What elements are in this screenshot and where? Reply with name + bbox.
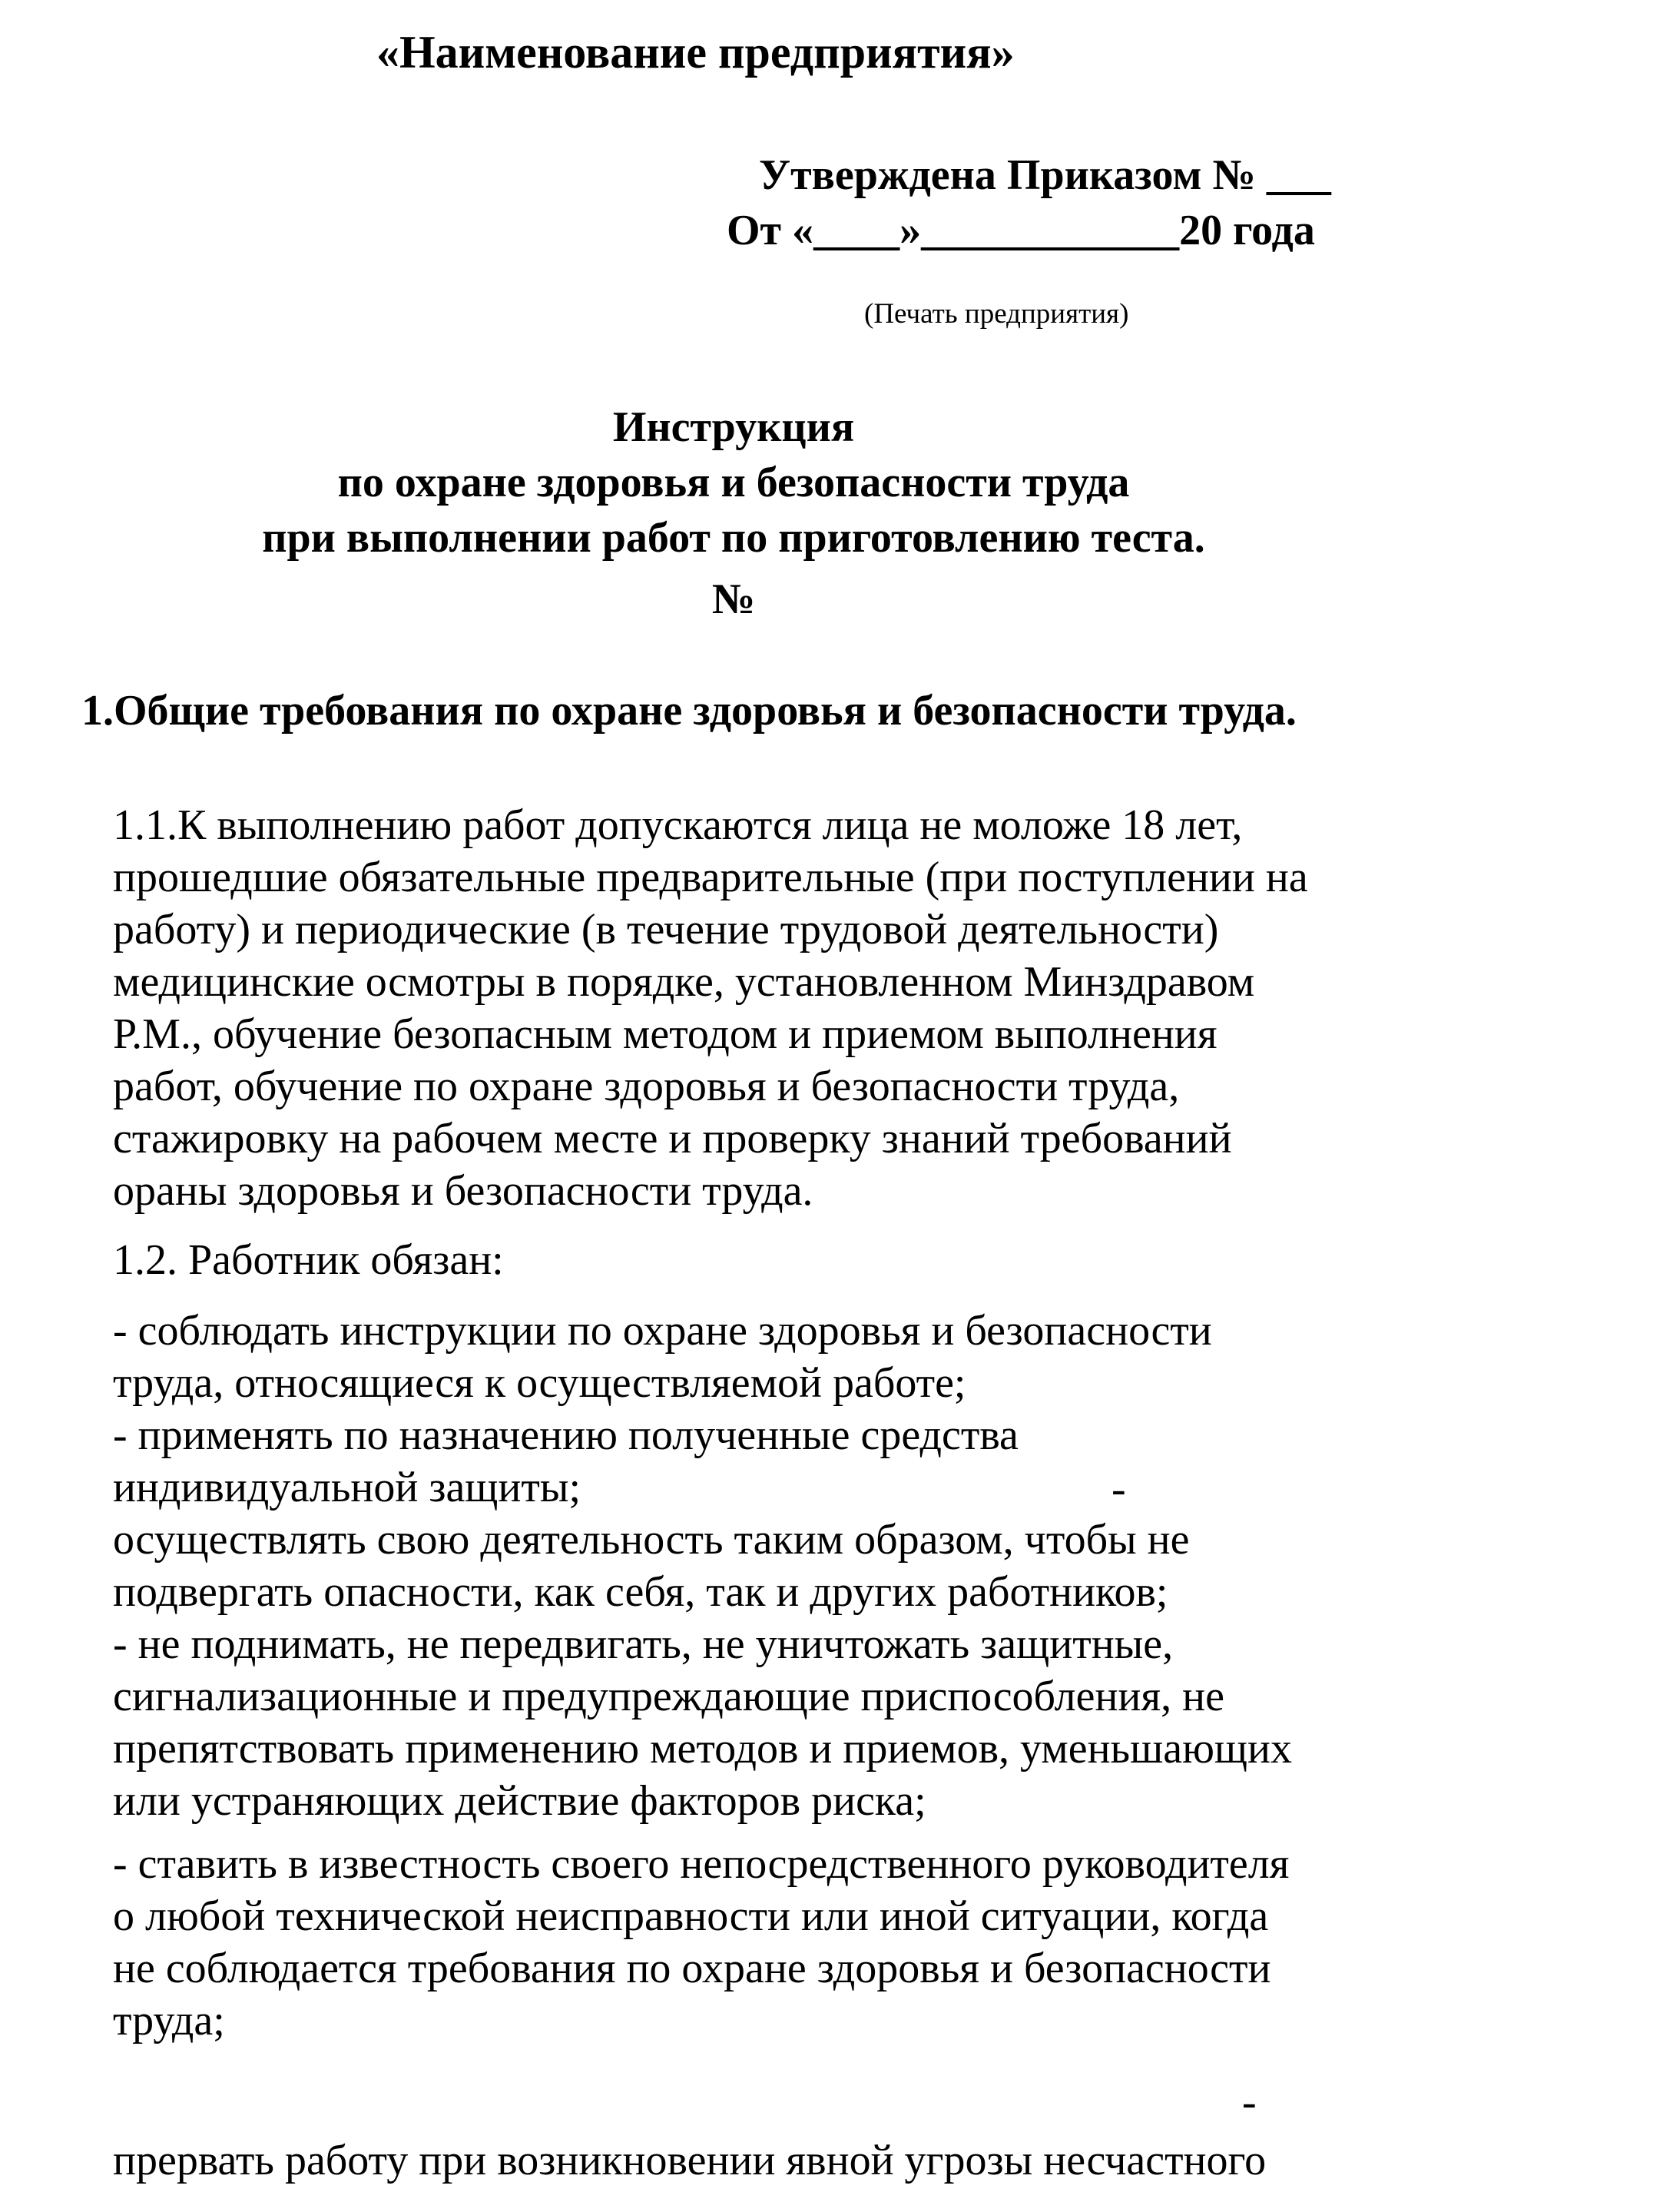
company-name: «Наименование предприятия»: [376, 27, 1015, 78]
duty-line: сигнализационные и предупреждающие приспособления, не: [113, 1673, 1224, 1720]
duty-line: труда, относящиеся к осуществляемой работе;: [113, 1359, 966, 1407]
paragraph-line: Р.М., обучение безопасным методом и приемом выполнения: [113, 1010, 1217, 1058]
duty-line: труда;: [113, 1997, 225, 2045]
duties-list-1: [113, 1305, 1292, 1827]
duty-line: - применять по назначению полученные средства: [113, 1411, 1019, 1459]
duty-line: осуществлять свою деятельность таким образом, чтобы не: [113, 1516, 1190, 1564]
paragraph-line: прошедшие обязательные предварительные (при поступлении на: [113, 854, 1308, 901]
document-number: №: [711, 575, 756, 623]
document-subtitle-line-1: по охране здоровья и безопасности труда: [337, 459, 1130, 506]
duty-line: подвергать опасности, как себя, так и других работников;: [113, 1568, 1168, 1616]
paragraph-line: ораны здоровья и безопасности труда.: [113, 1167, 813, 1215]
paragraph-line: медицинские осмотры в порядке, установленном Минздравом: [113, 958, 1255, 1006]
stray-dash: -: [1242, 2078, 1257, 2126]
approval-date-line: От «____»____________20 года: [727, 207, 1315, 254]
duty-line-interrupted: прервать работу при возникновении явной угрозы несчастного: [113, 2137, 1267, 2184]
duty-line: - не поднимать, не передвигать, не уничтожать защитные,: [113, 1620, 1174, 1668]
stray-dash: -: [1111, 1465, 1126, 1513]
duty-line: - соблюдать инструкции по охране здоровья и безопасности: [113, 1307, 1212, 1355]
duty-line: о любой технической неисправности или иной ситуации, когда: [113, 1892, 1269, 1940]
duty-line: не соблюдается требования по охране здоровья и безопасности: [113, 1945, 1271, 1992]
document-subtitle-line-2: при выполнении работ по приготовлению теста.: [262, 514, 1205, 562]
duty-line: или устраняющих действие факторов риска;: [113, 1777, 926, 1825]
paragraph-line: работ, обучение по охране здоровья и безопасности труда,: [113, 1063, 1180, 1110]
duty-line: индивидуальной защиты;: [113, 1464, 581, 1511]
paragraph-line: работу) и периодические (в течение трудовой деятельности): [113, 906, 1219, 953]
paragraph-1-1: [113, 799, 1308, 1217]
paragraph-line: стажировку на рабочем месте и проверку знаний требований: [113, 1115, 1232, 1162]
approval-line: Утверждена Приказом № ___: [759, 151, 1331, 199]
seal-note: (Печать предприятия): [864, 298, 1129, 330]
section-1-heading: 1.Общие требования по охране здоровья и безопасности труда.: [81, 687, 1297, 735]
paragraph-line: 1.1.К выполнению работ допускаются лица не моложе 18 лет,: [113, 801, 1243, 849]
duty-line: препятствовать применению методов и приемов, уменьшающих: [113, 1725, 1292, 1773]
document-title: Инструкция: [612, 403, 855, 451]
duties-list-2: [113, 1838, 1289, 2047]
duty-line: - ставить в известность своего непосредственного руководителя: [113, 1840, 1290, 1888]
paragraph-1-2: 1.2. Работник обязан:: [113, 1236, 504, 1284]
